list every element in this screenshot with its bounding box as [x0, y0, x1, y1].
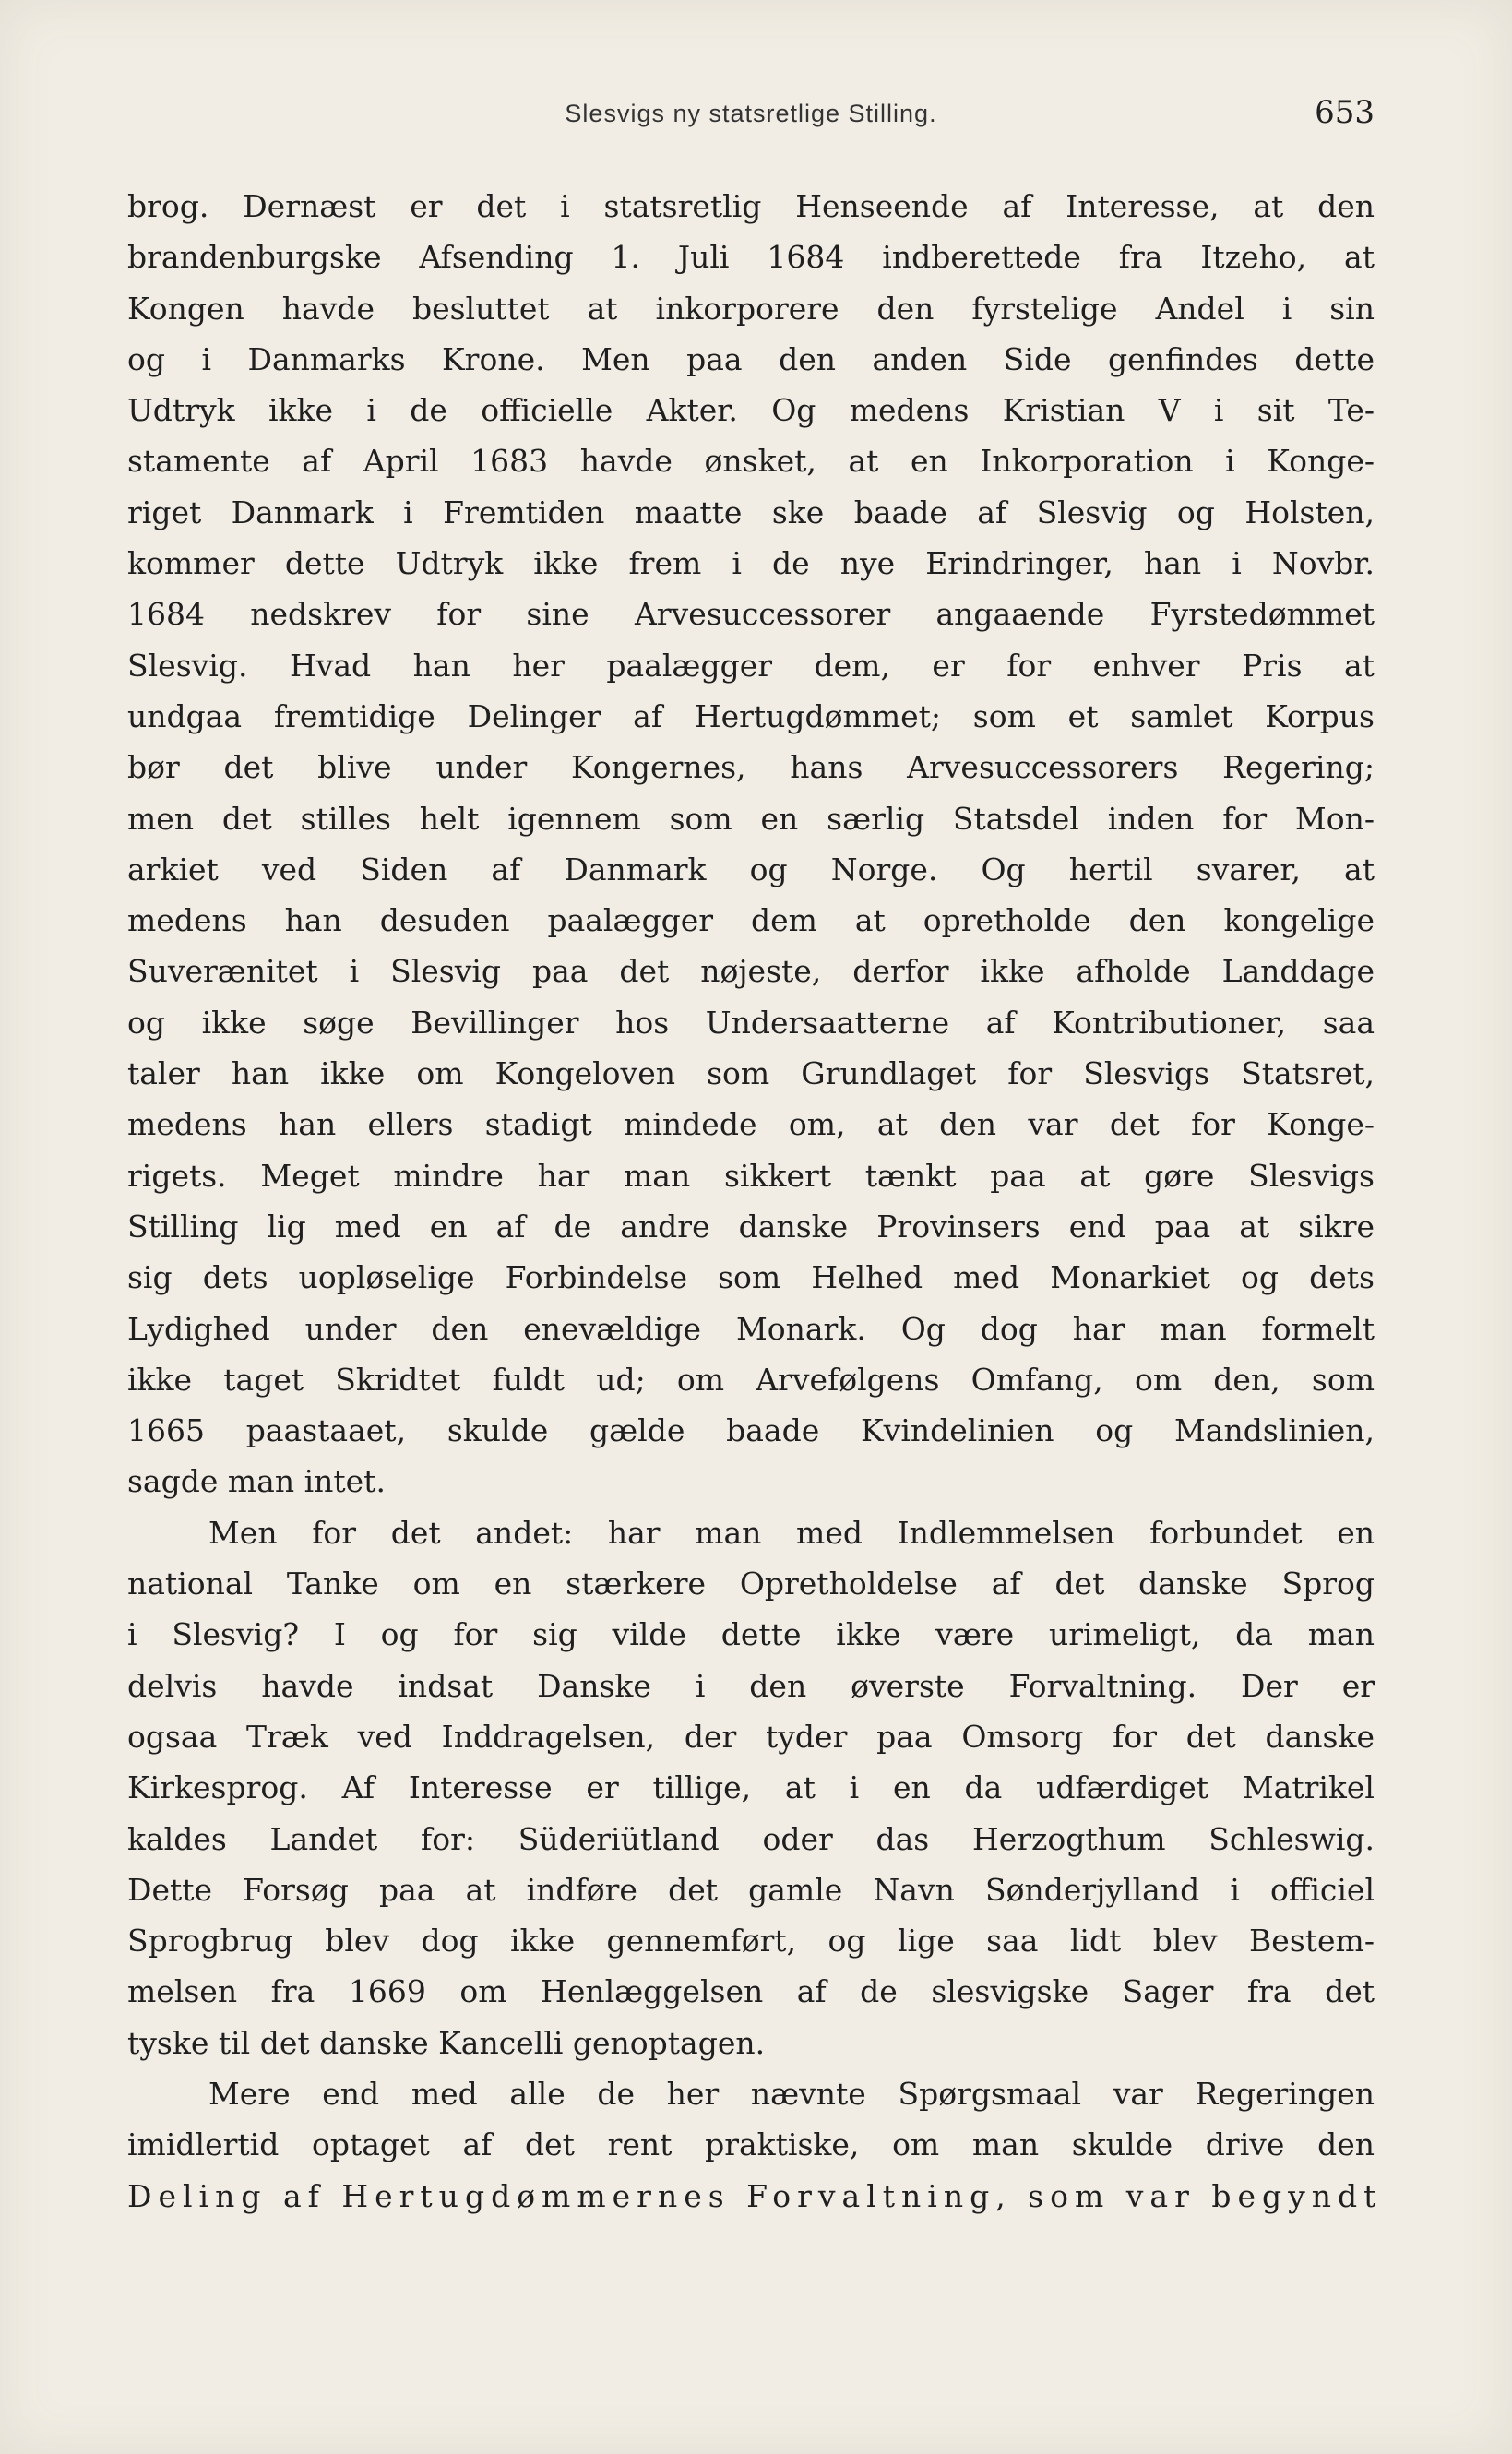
running-title: Slesvigs ny statsretlige Stilling. [565, 100, 937, 127]
paragraph-start-line: Mere end med alle de her nævnte Spørgsmaal var Regeringen [208, 2075, 1375, 2112]
text-line: og i Danmarks Krone. Men paa den anden Side genfindes dette [127, 340, 1375, 377]
text-line: kaldes Landet for: Süderiütland oder das Herzogthum Schleswig. [127, 1820, 1375, 1857]
text-line: undgaa fremtidige Delinger af Hertugdømmet; som et samlet Korpus [127, 697, 1375, 734]
text-line: stamente af April 1683 havde ønsket, at en Inkorporation i Konge- [127, 443, 1375, 480]
text-line: taler han ikke om Kongeloven som Grundlaget for Slesvigs Statsret, [127, 1055, 1375, 1092]
paragraph-end-line: tyske til det danske Kancelli genoptagen. [127, 2024, 766, 2061]
text-line: og ikke søge Bevillinger hos Undersaatterne af Kontributioner, saa [127, 1004, 1375, 1041]
body-text [127, 181, 1383, 2222]
text-line: Deling af Hertugdømmernes Forvaltning, som var begyndt [127, 2177, 1383, 2214]
text-line: Dette Forsøg paa at indføre det gamle Navn Sønderjylland i officiel [127, 1871, 1375, 1908]
text-line: brandenburgske Afsending 1. Juli 1684 indberettede fra Itzeho, at [127, 239, 1375, 276]
paragraph-start-line: Men for det andet: har man med Indlemmelsen forbundet en [208, 1514, 1375, 1551]
page-header [127, 94, 1375, 140]
text-line: Udtryk ikke i de officielle Akter. Og medens Kristian V i sit Te- [127, 392, 1375, 429]
text-line: i Slesvig? I og for sig vilde dette ikke være urimeligt, da man [127, 1616, 1375, 1653]
text-line: men det stilles helt igennem som en særlig Statsdel inden for Mon- [127, 800, 1375, 837]
text-line: riget Danmark i Fremtiden maatte ske baade af Slesvig og Holsten, [127, 494, 1375, 530]
text-line: 1665 paastaaet, skulde gælde baade Kvindelinien og Mandslinien, [127, 1412, 1375, 1449]
text-line: melsen fra 1669 om Henlæggelsen af de slesvigske Sager fra det [127, 1973, 1375, 2010]
text-line: ikke taget Skridtet fuldt ud; om Arvefølgens Omfang, om den, som [127, 1361, 1375, 1398]
text-line: national Tanke om en stærkere Opretholdelse af det danske Sprog [127, 1566, 1375, 1602]
text-line: bør det blive under Kongernes, hans Arvesuccessorers Regering; [127, 749, 1375, 786]
text-line: Kongen havde besluttet at inkorporere den fyrstelige Andel i sin [127, 290, 1375, 327]
text-line: kommer dette Udtryk ikke frem i de nye Erindringer, han i Novbr. [127, 545, 1375, 582]
paragraph-end-line: sagde man intet. [127, 1463, 386, 1500]
text-line: Sprogbrug blev dog ikke gennemført, og lige saa lidt blev Bestem- [127, 1923, 1375, 1960]
text-line: Stilling lig med en af de andre danske Provinsers end paa at sikre [127, 1208, 1375, 1245]
text-line: rigets. Meget mindre har man sikkert tænkt paa at gøre Slesvigs [127, 1157, 1375, 1194]
text-line: Kirkesprog. Af Interesse er tillige, at i en da udfærdiget Matrikel [127, 1769, 1375, 1806]
text-line: brog. Dernæst er det i statsretlig Henseende af Interesse, at den [127, 188, 1375, 224]
text-line: sig dets uopløselige Forbindelse som Helhed med Monarkiet og dets [127, 1259, 1375, 1296]
text-line: arkiet ved Siden af Danmark og Norge. Og hertil svarer, at [127, 851, 1375, 887]
text-line: medens han ellers stadigt mindede om, at den var det for Konge- [127, 1106, 1375, 1143]
text-line: Suverænitet i Slesvig paa det nøjeste, derfor ikke afholde Landdage [127, 953, 1375, 990]
text-line: delvis havde indsat Danske i den øverste Forvaltning. Der er [127, 1667, 1375, 1704]
text-line: Lydighed under den enevældige Monark. Og dog har man formelt [127, 1310, 1375, 1347]
text-line: imidlertid optaget af det rent praktiske, om man skulde drive den [127, 2126, 1375, 2163]
text-line: medens han desuden paalægger dem at opretholde den kongelige [127, 902, 1375, 939]
text-line: ogsaa Træk ved Inddragelsen, der tyder paa Omsorg for det danske [127, 1718, 1375, 1755]
text-line: Slesvig. Hvad han her paalægger dem, er for enhver Pris at [127, 647, 1375, 684]
page-number: 653 [1315, 94, 1375, 131]
text-line: 1684 nedskrev for sine Arvesuccessorer angaaende Fyrstedømmet [127, 596, 1375, 633]
